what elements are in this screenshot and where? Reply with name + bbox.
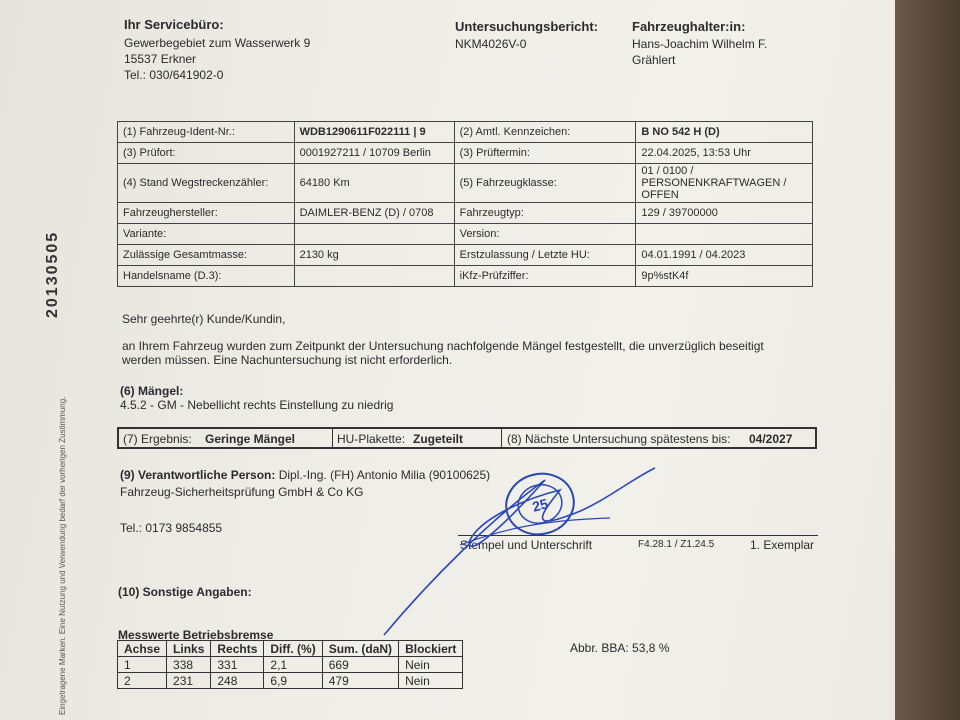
column-header: Diff. (%) xyxy=(264,641,322,657)
vehicle-type-label: Fahrzeugtyp: xyxy=(454,203,636,224)
vehicle-class-value: 01 / 0100 / PERSONENKRAFTWAGEN / OFFEN xyxy=(636,164,813,203)
table-row xyxy=(118,641,463,657)
column-header: Blockiert xyxy=(399,641,463,657)
table-cell: 1 xyxy=(118,657,167,673)
plaque-label: HU-Plakette: xyxy=(337,432,406,446)
table-cell: 338 xyxy=(167,657,211,673)
owner-place: Grählert xyxy=(632,53,676,67)
vehicle-info-table xyxy=(117,121,813,287)
trade-name-label: Handelsname (D.3): xyxy=(118,266,295,287)
body-text-line-2: werden müssen. Eine Nachuntersuchung ist nicht erforderlich. xyxy=(122,353,453,367)
plate-value: B NO 542 H (D) xyxy=(636,122,813,143)
column-header: Achse xyxy=(118,641,167,657)
inspection-place-value: 0001927211 / 10709 Berlin xyxy=(294,143,454,164)
table-cell: 669 xyxy=(322,657,398,673)
vin-label: (1) Fahrzeug-Ident-Nr.: xyxy=(118,122,295,143)
legal-side-note: Eingetragene Marken. Eine Nutzung und Verwendung bedarf der vorherigen Zustimmung. xyxy=(58,396,67,715)
background-surface xyxy=(895,0,960,720)
check-digit-label: iKfz-Prüfziffer: xyxy=(454,266,636,287)
column-header: Links xyxy=(167,641,211,657)
vin-value: WDB1290611F022111 | 9 xyxy=(294,122,454,143)
variant-label: Variante: xyxy=(118,224,295,245)
signature-scribble-icon xyxy=(370,460,660,640)
check-digit-value: 9p%stK4f xyxy=(636,266,813,287)
next-inspection-label: (8) Nächste Untersuchung spätestens bis: xyxy=(507,432,731,446)
result-divider xyxy=(501,429,502,447)
document-id: 20130505 xyxy=(44,230,61,318)
table-row xyxy=(118,657,463,673)
result-divider xyxy=(332,429,333,447)
trade-name-value xyxy=(294,266,454,287)
table-cell: 331 xyxy=(211,657,264,673)
brake-table xyxy=(117,640,463,689)
plate-label: (2) Amtl. Kennzeichen: xyxy=(454,122,636,143)
table-cell: 231 xyxy=(167,673,211,689)
table-cell: 248 xyxy=(211,673,264,689)
responsible-phone: Tel.: 0173 9854855 xyxy=(120,521,223,535)
service-office-city: 15537 Erkner xyxy=(124,52,197,66)
version-value xyxy=(636,224,813,245)
form-code: F4.28.1 / Z1.24.5 xyxy=(638,539,715,550)
copy-label: 1. Exemplar xyxy=(750,538,815,552)
svg-text:25: 25 xyxy=(530,495,550,515)
responsible-label: (9) Verantwortliche Person: xyxy=(120,468,276,482)
result-value: Geringe Mängel xyxy=(205,432,296,446)
result-label: (7) Ergebnis: xyxy=(123,432,192,446)
manufacturer-value: DAIMLER-BENZ (D) / 0708 xyxy=(294,203,454,224)
defect-item: 4.5.2 - GM - Nebellicht rechts Einstellung zu niedrig xyxy=(120,398,394,412)
table-cell: 479 xyxy=(322,673,398,689)
version-label: Version: xyxy=(454,224,636,245)
report-number: NKM4026V-0 xyxy=(455,37,527,51)
vehicle-class-label: (5) Fahrzeugklasse: xyxy=(454,164,636,203)
odometer-label: (4) Stand Wegstreckenzähler: xyxy=(118,164,295,203)
registration-value: 04.01.1991 / 04.2023 xyxy=(636,245,813,266)
table-cell: Nein xyxy=(399,673,463,689)
vehicle-type-value: 129 / 39700000 xyxy=(636,203,813,224)
report-heading: Untersuchungsbericht: xyxy=(455,19,599,34)
gross-mass-label: Zulässige Gesamtmasse: xyxy=(118,245,295,266)
manufacturer-label: Fahrzeughersteller: xyxy=(118,203,295,224)
next-inspection-value: 04/2027 xyxy=(749,432,793,446)
table-cell: 2 xyxy=(118,673,167,689)
responsible-company: Fahrzeug-Sicherheitsprüfung GmbH & Co KG xyxy=(120,485,364,499)
gross-mass-value: 2130 kg xyxy=(294,245,454,266)
table-row xyxy=(118,266,813,287)
odometer-value: 64180 Km xyxy=(294,164,454,203)
plaque-value: Zugeteilt xyxy=(413,432,463,446)
inspection-date-label: (3) Prüftermin: xyxy=(454,143,636,164)
table-row xyxy=(118,164,813,203)
signature-caption: Stempel und Unterschrift xyxy=(460,538,593,552)
result-box xyxy=(117,427,817,449)
table-cell: 2,1 xyxy=(264,657,322,673)
brake-efficiency: Abbr. BBA: 53,8 % xyxy=(570,641,670,655)
service-office-street: Gewerbegebiet zum Wasserwerk 9 xyxy=(124,36,311,50)
defects-heading: (6) Mängel: xyxy=(120,384,184,398)
column-header: Sum. (daN) xyxy=(322,641,398,657)
inspection-place-label: (3) Prüfort: xyxy=(118,143,295,164)
inspection-date-value: 22.04.2025, 13:53 Uhr xyxy=(636,143,813,164)
service-office-heading: Ihr Servicebüro: xyxy=(124,17,224,32)
variant-value xyxy=(294,224,454,245)
other-info-heading: (10) Sonstige Angaben: xyxy=(118,585,252,599)
owner-name: Hans-Joachim Wilhelm F. xyxy=(632,37,768,51)
registration-label: Erstzulassung / Letzte HU: xyxy=(454,245,636,266)
table-row xyxy=(118,673,463,689)
service-office-phone: Tel.: 030/641902-0 xyxy=(124,68,224,82)
table-row xyxy=(118,245,813,266)
body-text-line-1: an Ihrem Fahrzeug wurden zum Zeitpunkt der Untersuchung nachfolgende Mängel festgestellt, die unverzüglich beseitigt xyxy=(122,339,764,353)
table-cell: Nein xyxy=(399,657,463,673)
table-row xyxy=(118,122,813,143)
brake-title: Messwerte Betriebsbremse xyxy=(118,628,274,642)
table-row xyxy=(118,143,813,164)
responsible-name: Dipl.-Ing. (FH) Antonio Milia (90100625) xyxy=(278,468,491,482)
column-header: Rechts xyxy=(211,641,264,657)
table-row xyxy=(118,224,813,245)
table-row xyxy=(118,203,813,224)
table-cell: 6,9 xyxy=(264,673,322,689)
greeting: Sehr geehrte(r) Kunde/Kundin, xyxy=(122,312,286,326)
owner-heading: Fahrzeughalter:in: xyxy=(632,19,746,34)
